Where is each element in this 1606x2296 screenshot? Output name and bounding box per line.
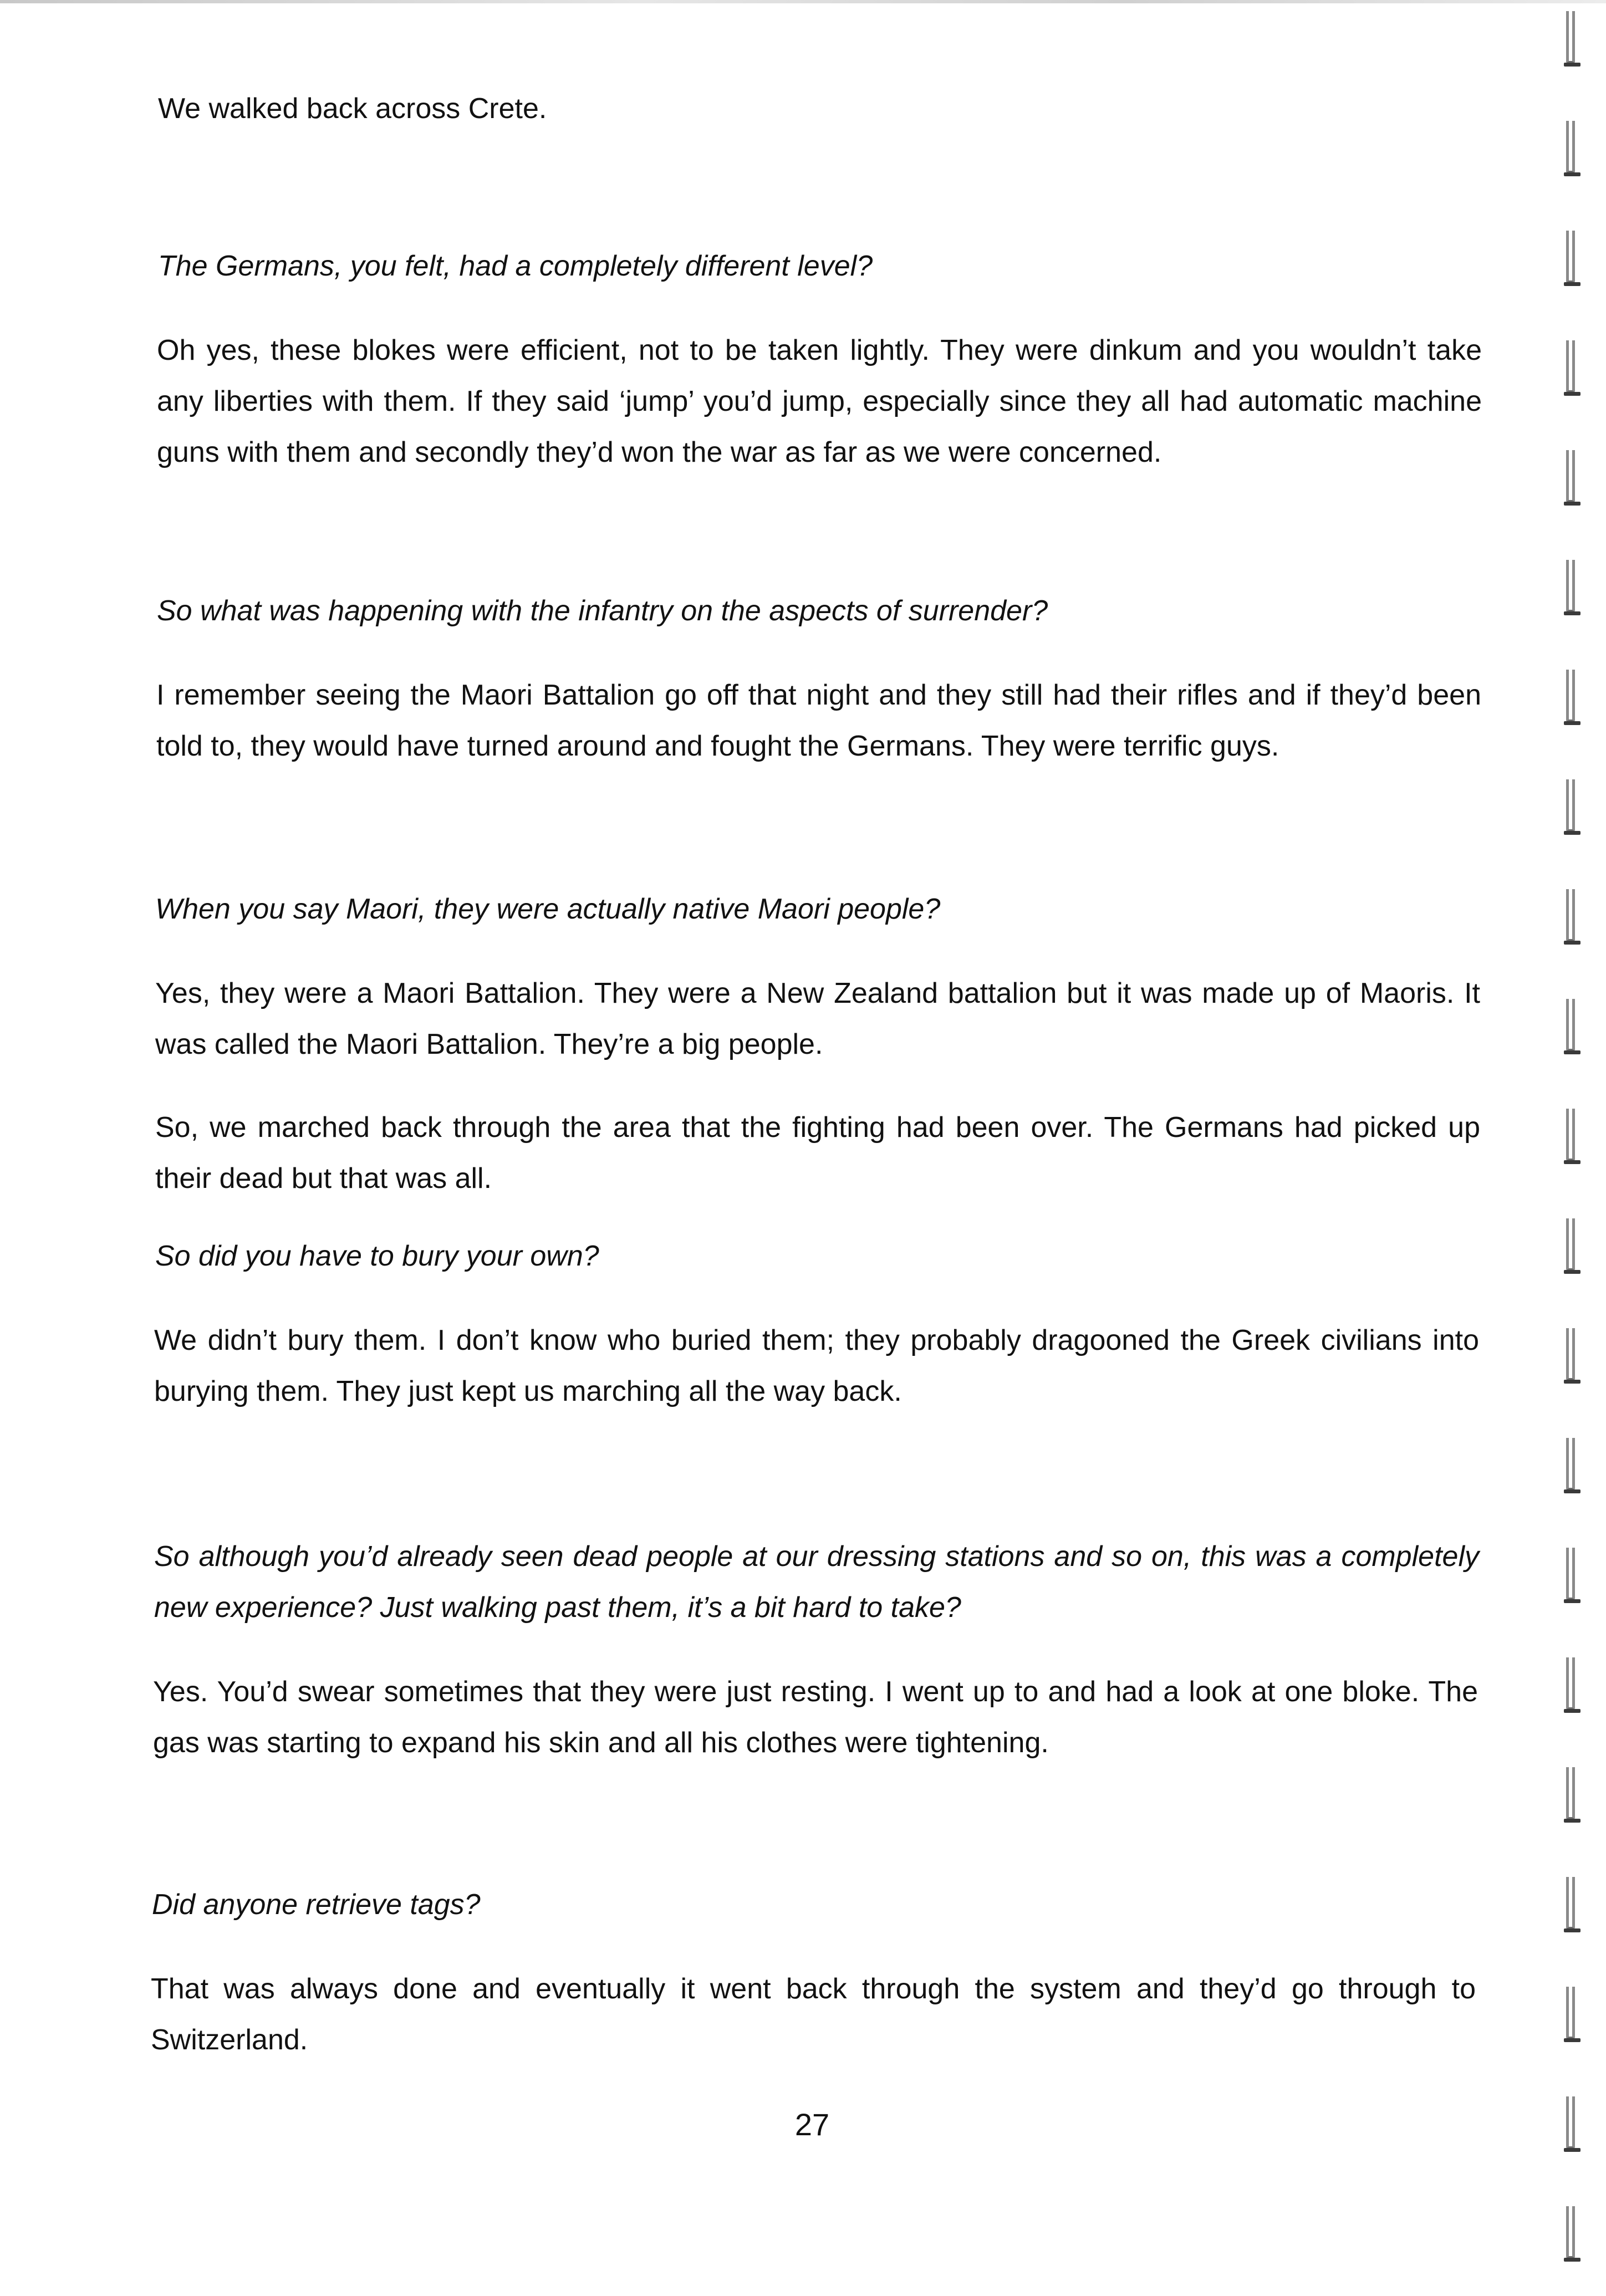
- binding-hole: [1566, 1438, 1575, 1490]
- binding-hole: [1566, 999, 1575, 1051]
- binding-hole: [1566, 2096, 1575, 2149]
- binding-hole: [1566, 779, 1575, 831]
- answer-just-resting: Yes. You’d swear sometimes that they were just resting. I went up to and had a look at one bloke. The gas was starting to expand his skin and all his clothes were tightening.: [153, 1676, 1478, 1759]
- binding-hole: [1566, 670, 1575, 722]
- binding-hole: [1566, 1548, 1575, 1600]
- page-number: 27: [794, 2107, 830, 2142]
- binding-hole: [1566, 11, 1575, 63]
- question-bury-own: So did you have to bury your own?: [155, 1240, 599, 1272]
- question-retrieve-tags: Did anyone retrieve tags?: [152, 1889, 481, 1921]
- binding-hole: [1566, 1767, 1575, 1819]
- scan-top-edge: [0, 0, 1606, 3]
- answer-germans-efficient: Oh yes, these blokes were efficient, not to be taken lightly. They were dinkum and you wouldn’t take any liberties with them. If they said ‘jump’ you’d jump, especially since they all had automatic machine guns with them and secondly they’d won the war as far as we were concerned.: [157, 334, 1482, 468]
- question-infantry-surrender: So what was happening with the infantry on the aspects of surrender?: [157, 595, 1048, 627]
- question-germans-level: The Germans, you felt, had a completely different level?: [158, 250, 873, 282]
- binding-hole: [1566, 231, 1575, 283]
- binding-hole: [1566, 2206, 1575, 2258]
- answer-maori-battalion: I remember seeing the Maori Battalion go off that night and they still had their rifles and if they’d been told to, they would have turned around and fought the Germans. They were terrific guys.: [156, 679, 1481, 762]
- binding-hole: [1566, 121, 1575, 173]
- binding-hole: [1566, 889, 1575, 941]
- answer-tags-switzerland: That was always done and eventually it went back through the system and they’d go through to Switzerland.: [151, 1973, 1476, 2056]
- binding-hole: [1566, 1328, 1575, 1380]
- answer-maori-nz-battalion: Yes, they were a Maori Battalion. They were a New Zealand battalion but it was made up of Maoris. It was called the Maori Battalion. They’re a big people.: [155, 977, 1480, 1060]
- binding-hole: [1566, 1877, 1575, 1929]
- binding-hole: [1566, 340, 1575, 392]
- spiral-binding: [1552, 0, 1606, 2296]
- binding-hole: [1566, 1218, 1575, 1271]
- question-dead-people: So although you’d already seen dead people at our dressing stations and so on, this was a completely new experience? Just walking past them, it’s a bit hard to take?: [154, 1540, 1479, 1624]
- binding-hole: [1566, 450, 1575, 502]
- binding-hole: [1566, 1109, 1575, 1161]
- answer-bury-them: We didn’t bury them. I don’t know who buried them; they probably dragooned the Greek civilians into burying them. They just kept us marching all the way back.: [154, 1324, 1479, 1407]
- binding-hole: [1566, 1657, 1575, 1710]
- paragraph-crete: We walked back across Crete.: [158, 93, 547, 125]
- binding-hole: [1566, 560, 1575, 612]
- paragraph-marched-back: So, we marched back through the area that the fighting had been over. The Germans had picked up their dead but that was all.: [155, 1111, 1480, 1195]
- question-maori-people: When you say Maori, they were actually native Maori people?: [155, 893, 941, 925]
- binding-hole: [1566, 1987, 1575, 2039]
